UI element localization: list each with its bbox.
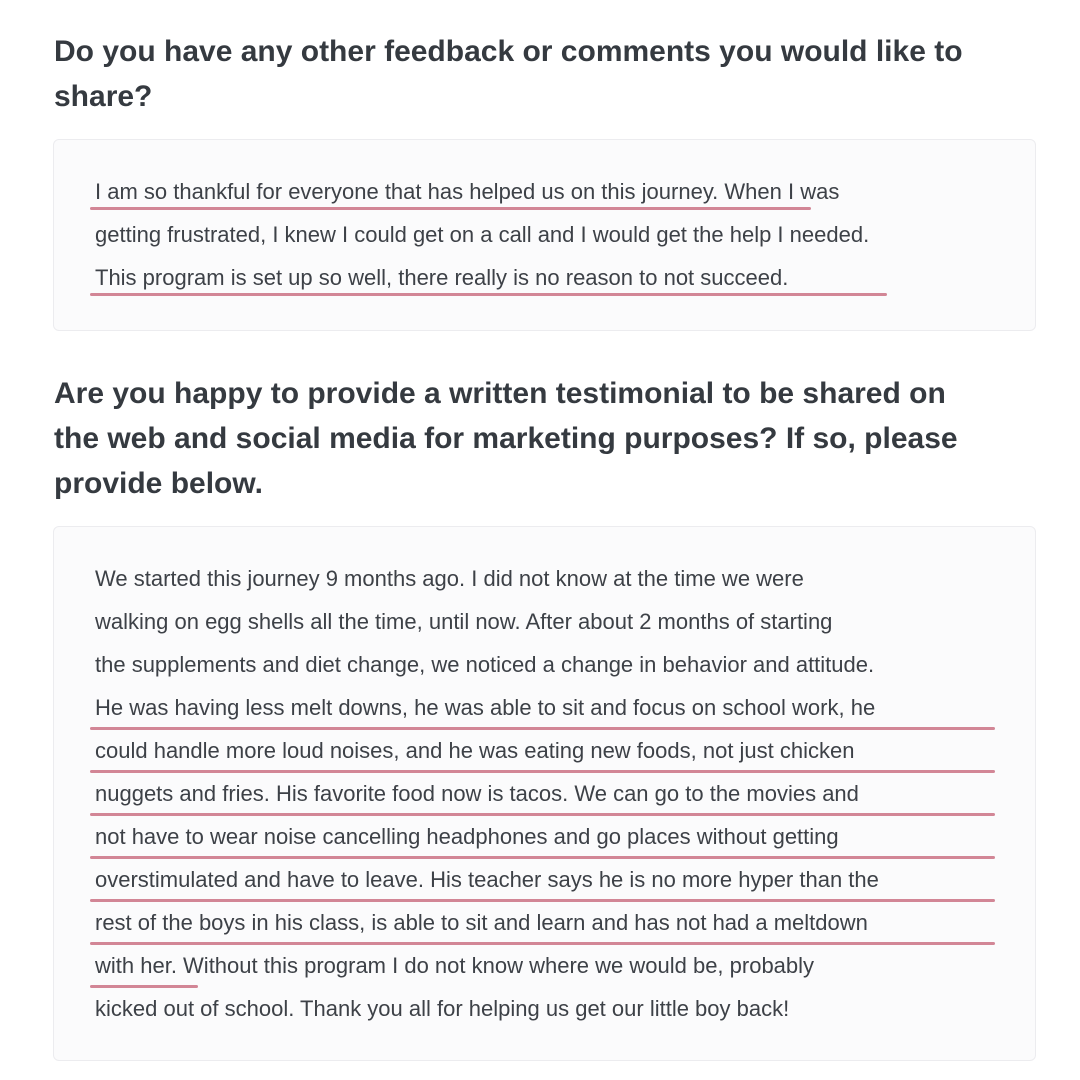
- question-title: Are you happy to provide a written testimonial to be shared on the web and social media for marketing purposes? If so, please provide below.: [54, 377, 958, 500]
- answer-line: He was having less melt downs, he was able to sit and focus on school work, he: [95, 695, 876, 720]
- highlight-underline: [90, 985, 198, 988]
- highlight-underline: [90, 856, 995, 859]
- question-title: Do you have any other feedback or comments you would like to share?: [54, 35, 963, 113]
- answer-line: We started this journey 9 months ago. I did not know at the time we were: [95, 566, 804, 591]
- highlight-underline: [90, 813, 995, 816]
- answer-line: walking on egg shells all the time, until now. After about 2 months of starting: [95, 609, 833, 634]
- answer-line: could handle more loud noises, and he was eating new foods, not just chicken: [95, 738, 855, 763]
- answer-line: This program is set up so well, there really is no reason to not succeed.: [95, 265, 789, 290]
- answer-line: with her. Without this program I do not know where we would be, probably: [95, 953, 815, 978]
- answer-line: kicked out of school. Thank you all for helping us get our little boy back!: [95, 996, 790, 1021]
- answer-line: nuggets and fries. His favorite food now is tacos. We can go to the movies and: [95, 781, 859, 806]
- answer-line: the supplements and diet change, we noticed a change in behavior and attitude.: [95, 652, 875, 677]
- highlight-underline: [90, 207, 811, 210]
- answer-line: I am so thankful for everyone that has helped us on this journey. When I was: [95, 179, 840, 204]
- answer-line: getting frustrated, I knew I could get on a call and I would get the help I needed.: [95, 222, 870, 247]
- highlight-underline: [90, 899, 995, 902]
- answer-line: rest of the boys in his class, is able to sit and learn and has not had a meltdown: [95, 910, 868, 935]
- highlight-underline: [90, 727, 995, 730]
- highlight-underline: [90, 942, 995, 945]
- question-1: [54, 29, 1038, 119]
- question-2: [54, 371, 1038, 506]
- answer-line: not have to wear noise cancelling headphones and go places without getting: [95, 824, 839, 849]
- answer-line: overstimulated and have to leave. His teacher says he is no more hyper than the: [95, 867, 879, 892]
- highlight-underline: [90, 770, 995, 773]
- highlight-underline: [90, 293, 887, 296]
